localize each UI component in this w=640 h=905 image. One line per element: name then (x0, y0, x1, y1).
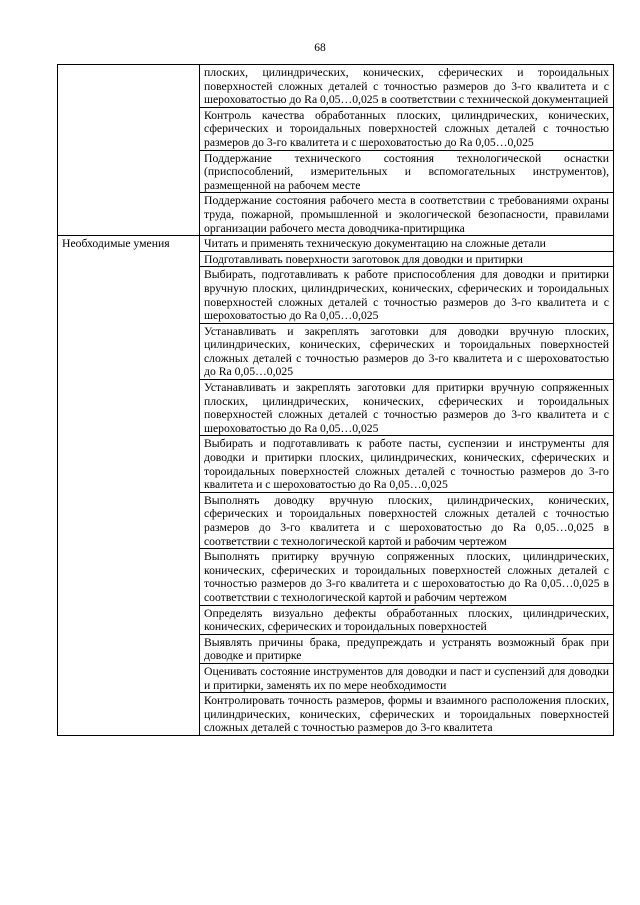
table-row (58, 236, 614, 252)
section-label-empty (58, 65, 200, 236)
table-cell: Подготавливать поверхности заготовок для доводки и притирки (200, 251, 614, 267)
table-row (58, 65, 614, 108)
table-cell: Контролировать точность размеров, формы и взаимного расположения плоских, цилиндрических, конических, сферических и тороидальных поверхностей сложных деталей с точностью размеров до 3-го квалитета (200, 693, 614, 736)
table-cell: Выполнять притирку вручную сопряженных плоских, цилиндрических, конических, сферических и тороидальных поверхностей сложных деталей с точностью размеров до 3-го квалитета и с шероховатостью до Ra 0,05…0,025 в соответствии с технологической картой и рабочим чертежом (200, 549, 614, 605)
table-cell: Определять визуально дефекты обработанных плоских, цилиндрических, конических, сферических и тороидальных поверхностей (200, 605, 614, 634)
table-cell: Выбирать, подготавливать к работе приспособления для доводки и притирки вручную плоских, цилиндрических, конических, сферических и тороидальных поверхностей сложных деталей с точностью размеров до 3-го квалитета и с шероховатостью до Ra 0,05…0,025 (200, 267, 614, 323)
requirements-table (57, 64, 614, 736)
table-cell: Выбирать и подготавливать к работе пасты, суспензии и инструменты для доводки и притирки плоских, цилиндрических, конических, сферических и тороидальных поверхностей сложных деталей с точностью размеров до 3-го квалитета и с шероховатостью до Ra 0,05…0,025 (200, 436, 614, 492)
table-cell: Устанавливать и закреплять заготовки для доводки вручную плоских, цилиндрических, конических, сферических и тороидальных поверхностей сложных деталей с точностью размеров до 3-го квалитета и с шероховатостью до Ra 0,05…0,025 (200, 323, 614, 379)
table-cell: Выявлять причины брака, предупреждать и устранять возможный брак при доводке и притирке (200, 634, 614, 663)
table-cell: Поддержание технического состояния технологической оснастки (приспособлений, измерительных и вспомогательных инструментов), размещенной на рабочем месте (200, 150, 614, 193)
table-cell: Читать и применять техническую документацию на сложные детали (200, 236, 614, 252)
table-cell: плоских, цилиндрических, конических, сферических и тороидальных поверхностей сложных деталей с точностью размеров до 3-го квалитета и с шероховатостью до Ra 0,05…0,025 в соответствии с технической документацией (200, 65, 614, 108)
table-cell: Оценивать состояние инструментов для доводки и паст и суспензий для доводки и притирки, заменять их по мере необходимости (200, 663, 614, 692)
table-cell: Поддержание состояния рабочего места в соответствии с требованиями охраны труда, пожарной, промышленной и экологической безопасности, правилами организации рабочего места доводчика-притирщика (200, 193, 614, 236)
table-cell: Контроль качества обработанных плоских, цилиндрических, конических, сферических и тороидальных поверхностей сложных деталей с точностью размеров до 3-го квалитета и с шероховатостью до Ra 0,05…0,025 (200, 107, 614, 150)
table-cell: Выполнять доводку вручную плоских, цилиндрических, конических, сферических и тороидальных поверхностей сложных деталей с точностью размеров до 3-го квалитета и с шероховатостью до Ra 0,05…0,025 в соответствии с технологической картой и рабочим чертежом (200, 492, 614, 548)
section-label-skills: Необходимые умения (58, 236, 200, 736)
page-number: 68 (314, 42, 326, 54)
table-cell: Устанавливать и закреплять заготовки для притирки вручную сопряженных плоских, цилиндрических, конических, сферических и тороидальных поверхностей сложных деталей с точностью размеров до 3-го квалитета и с шероховатостью до Ra 0,05…0,025 (200, 380, 614, 436)
